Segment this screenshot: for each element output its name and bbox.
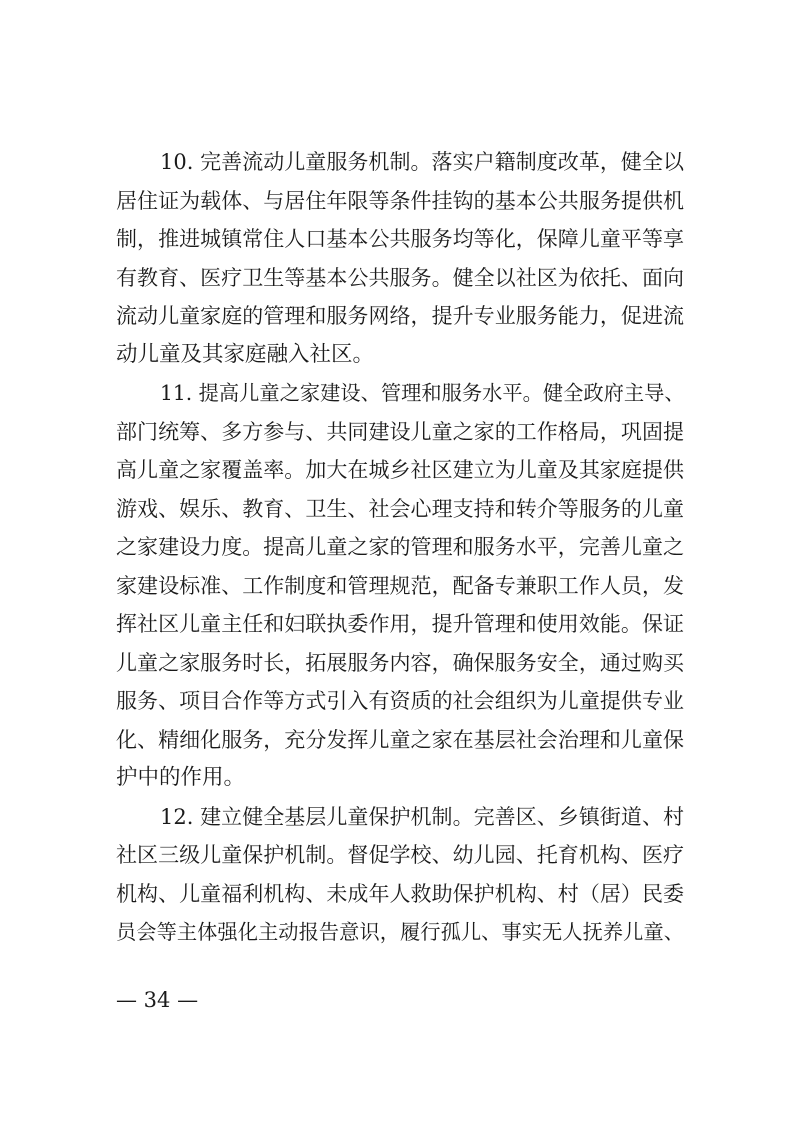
text-line: 服务、项目合作等方式引入有资质的社会组织为儿童提供专业 (116, 689, 684, 713)
text-line: 儿童之家服务时长，拓展服务内容，确保服务安全，通过购买 (116, 650, 684, 675)
text-line: 游戏、娱乐、教育、卫生、社会心理支持和转介等服务的儿童 (116, 496, 684, 521)
text-line: 护中的作用。 (116, 765, 246, 790)
text-line: 化、精细化服务，充分发挥儿童之家在基层社会治理和儿童保 (116, 727, 684, 752)
text-line: 11. 提高儿童之家建设、管理和服务水平。健全政府主导、 (160, 381, 685, 405)
text-line: 挥社区儿童主任和妇联执委作用，提升管理和使用效能。保证 (116, 612, 684, 636)
text-line: 机构、儿童福利机构、未成年人救助保护机构、村（居）民委 (116, 881, 684, 906)
text-line: 居住证为载体、与居住年限等条件挂钩的基本公共服务提供机 (116, 188, 684, 213)
text-line: 家建设标准、工作制度和管理规范，配备专兼职工作人员，发 (116, 573, 684, 598)
paragraph-10 (116, 143, 684, 374)
text-line: 部门统筹、多方参与、共同建设儿童之家的工作格局，巩固提 (116, 419, 684, 444)
paragraph-11 (116, 374, 684, 798)
text-line: 之家建设力度。提高儿童之家的管理和服务水平，完善儿童之 (116, 535, 684, 559)
text-line: 有教育、医疗卫生等基本公共服务。健全以社区为依托、面向 (116, 265, 684, 290)
text-line: 高儿童之家覆盖率。加大在城乡社区建立为儿童及其家庭提供 (116, 458, 684, 482)
text-line: 10. 完善流动儿童服务机制。落实户籍制度改革，健全以 (160, 150, 684, 174)
text-line: 流动儿童家庭的管理和服务网络，提升专业服务能力，促进流 (116, 304, 684, 328)
text-line: 制，推进城镇常住人口基本公共服务均等化，保障儿童平等享 (116, 227, 684, 251)
page-number: — 34 — (116, 988, 199, 1012)
body-text (116, 143, 684, 952)
paragraph-12 (116, 798, 684, 952)
text-line: 社区三级儿童保护机制。督促学校、幼儿园、托育机构、医疗 (116, 843, 684, 867)
text-line: 动儿童及其家庭融入社区。 (116, 341, 375, 367)
text-line: 12. 建立健全基层儿童保护机制。完善区、乡镇街道、村 (160, 804, 684, 829)
text-line: 员会等主体强化主动报告意识，履行孤儿、事实无人抚养儿童、 (116, 920, 684, 944)
